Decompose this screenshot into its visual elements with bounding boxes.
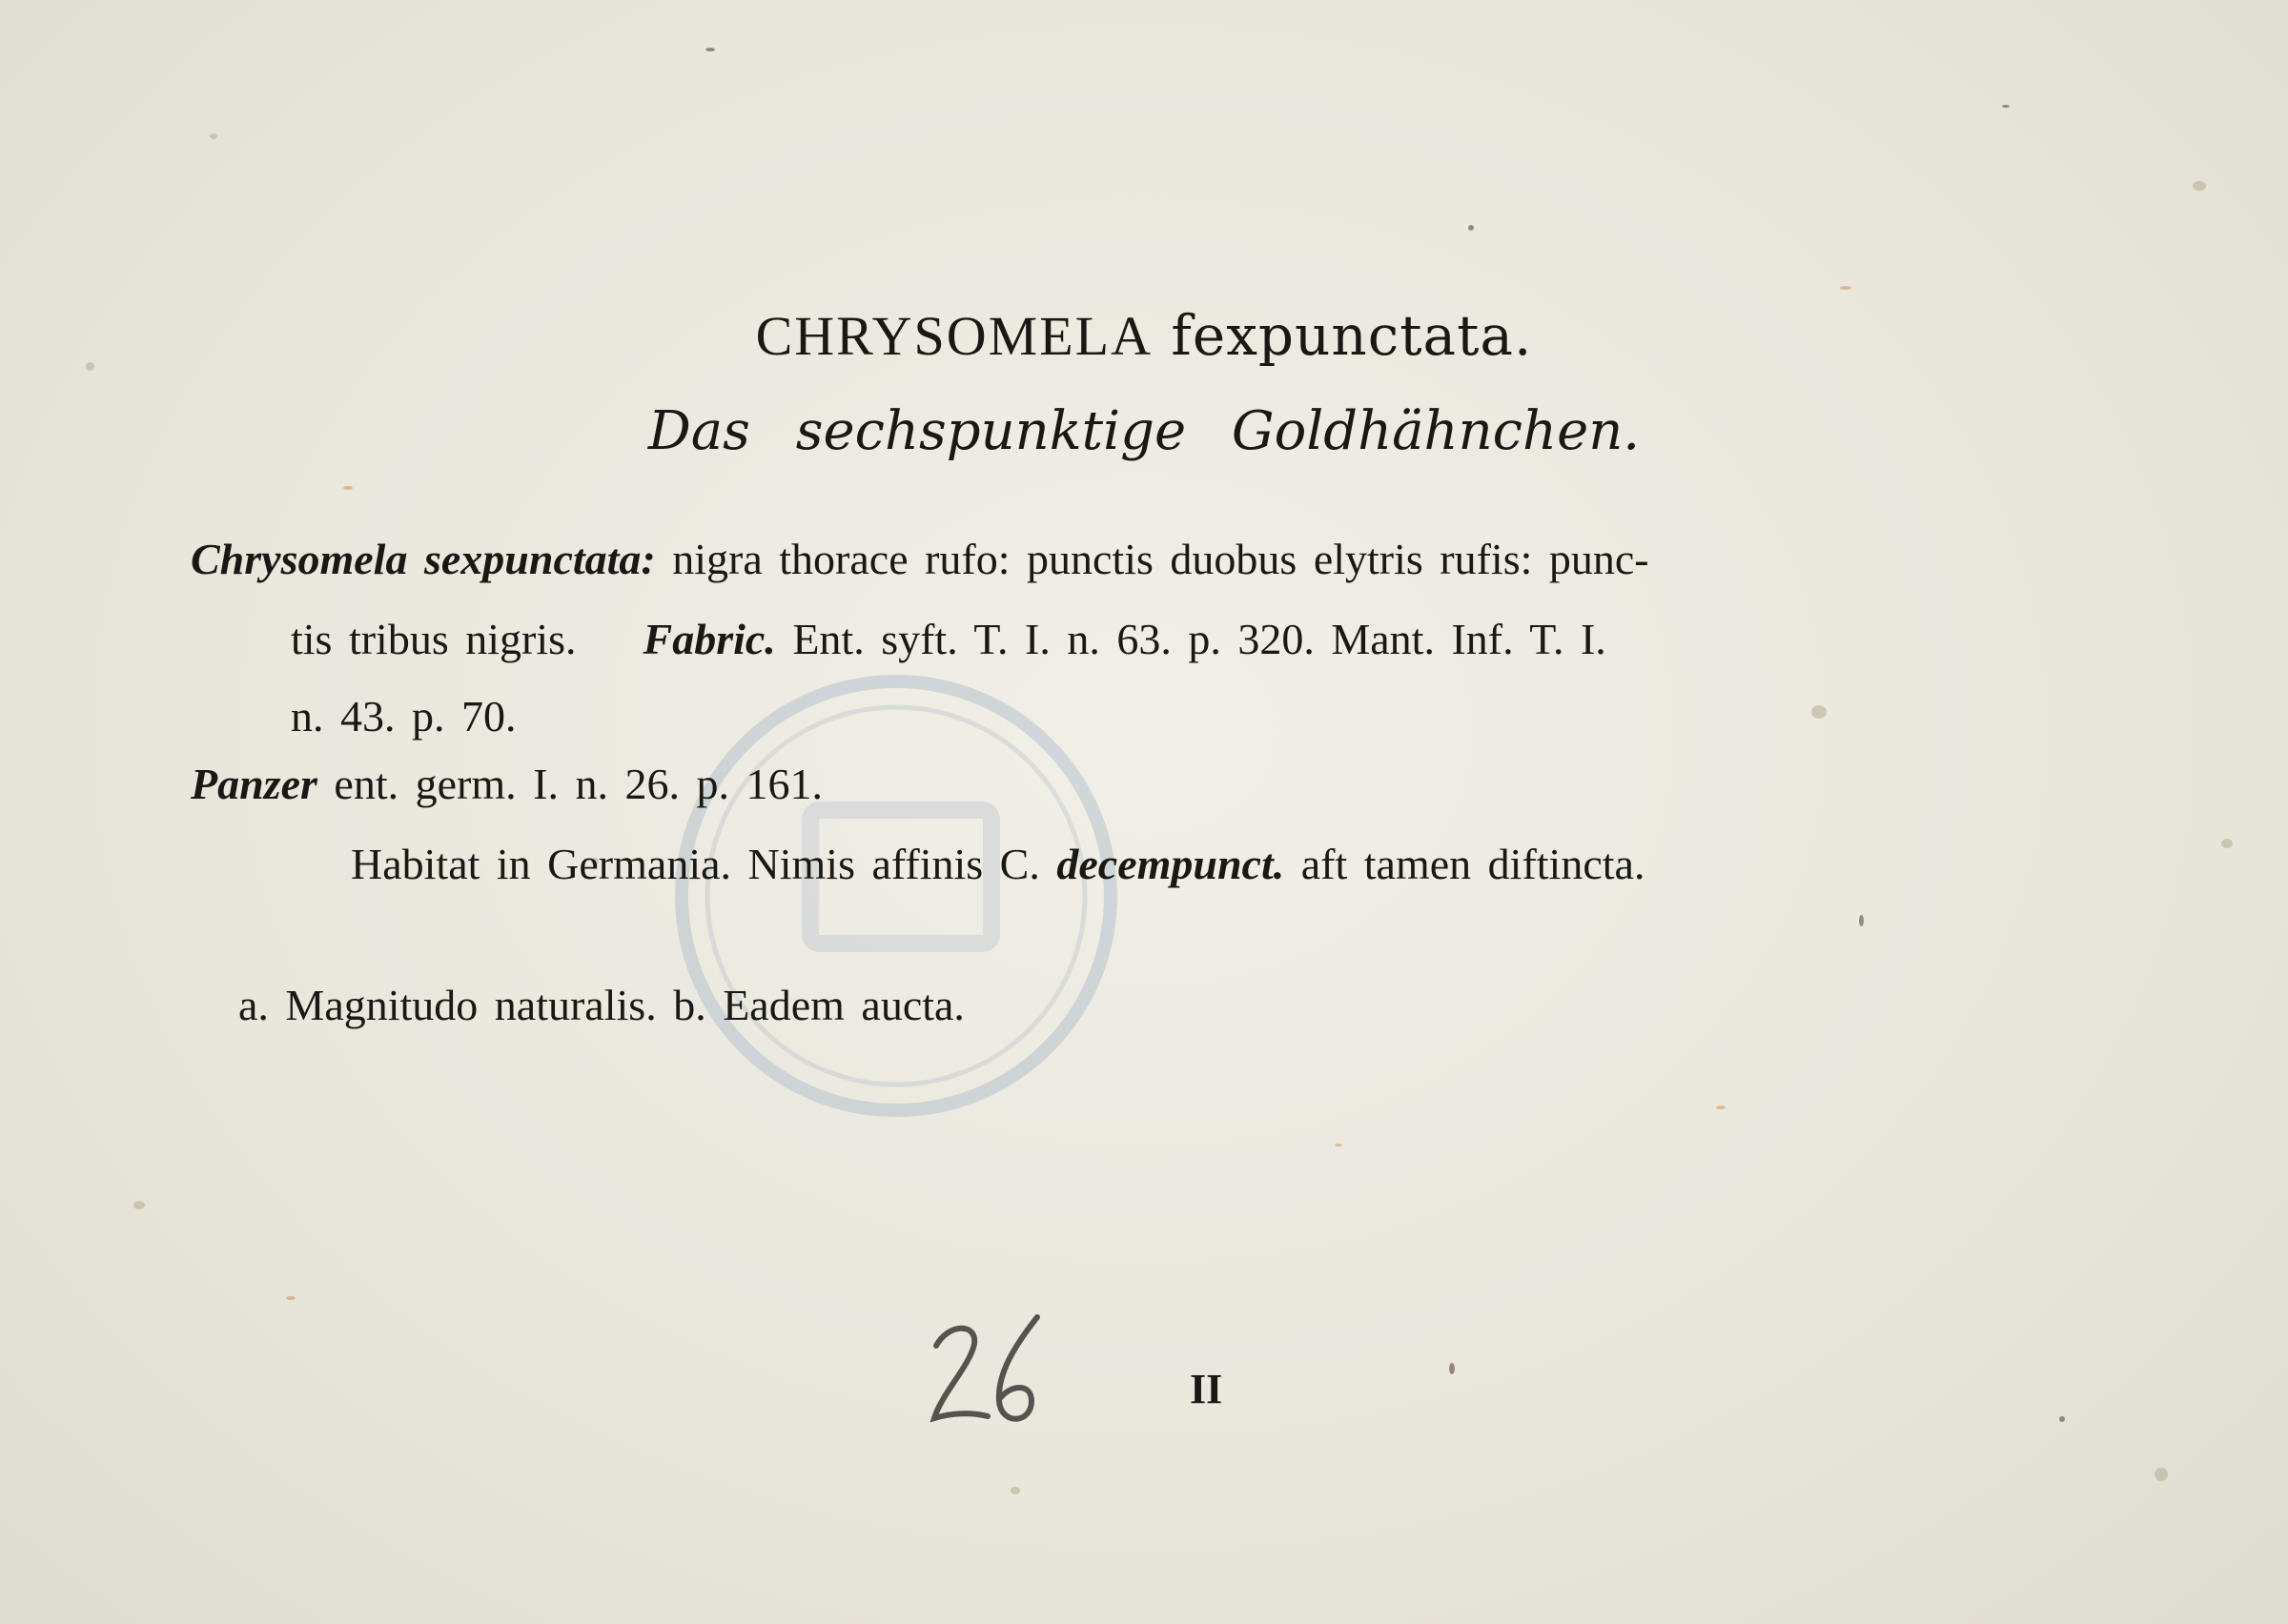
page-title	[0, 303, 2288, 368]
author-fabricius: Fabric.	[643, 615, 776, 663]
folio-number: II	[1190, 1366, 1223, 1412]
description-text-2b: Ent. syft. T. I. n. 63. p. 320. Mant. Inf. T. I.	[792, 615, 1606, 663]
description-text-1: nigra thorace rufo: punctis duobus elytris rufis: punc-	[672, 535, 1649, 583]
habitat-species-ref: decempunct.	[1056, 840, 1285, 888]
habitat-text-b: aft tamen diftincta.	[1300, 840, 1645, 888]
german-subtitle: Das sechspunktige Goldhähnchen.	[647, 400, 1641, 462]
description-line-2	[291, 597, 1606, 682]
description-text-4: ent. germ. I. n. 26. p. 161.	[334, 760, 823, 808]
title-species: fexpunctata.	[1171, 303, 1533, 368]
description-line-1	[191, 517, 1649, 602]
habitat-text-a: Habitat in Germania. Nimis affinis C.	[351, 840, 1040, 888]
habitat-note	[351, 822, 1644, 907]
figure-caption: a. Magnitudo naturalis. b. Eadem aucta.	[238, 981, 965, 1029]
description-text-3: n. 43. p. 70.	[291, 692, 517, 741]
author-panzer: Panzer	[191, 760, 317, 808]
handwritten-number	[925, 1306, 1058, 1439]
description-text-2a: tis tribus nigris.	[291, 615, 577, 663]
species-name: Chrysomela sexpunctata:	[191, 535, 656, 583]
title-genus: CHRYSOMELA	[755, 305, 1153, 367]
description-line-4	[191, 741, 823, 827]
